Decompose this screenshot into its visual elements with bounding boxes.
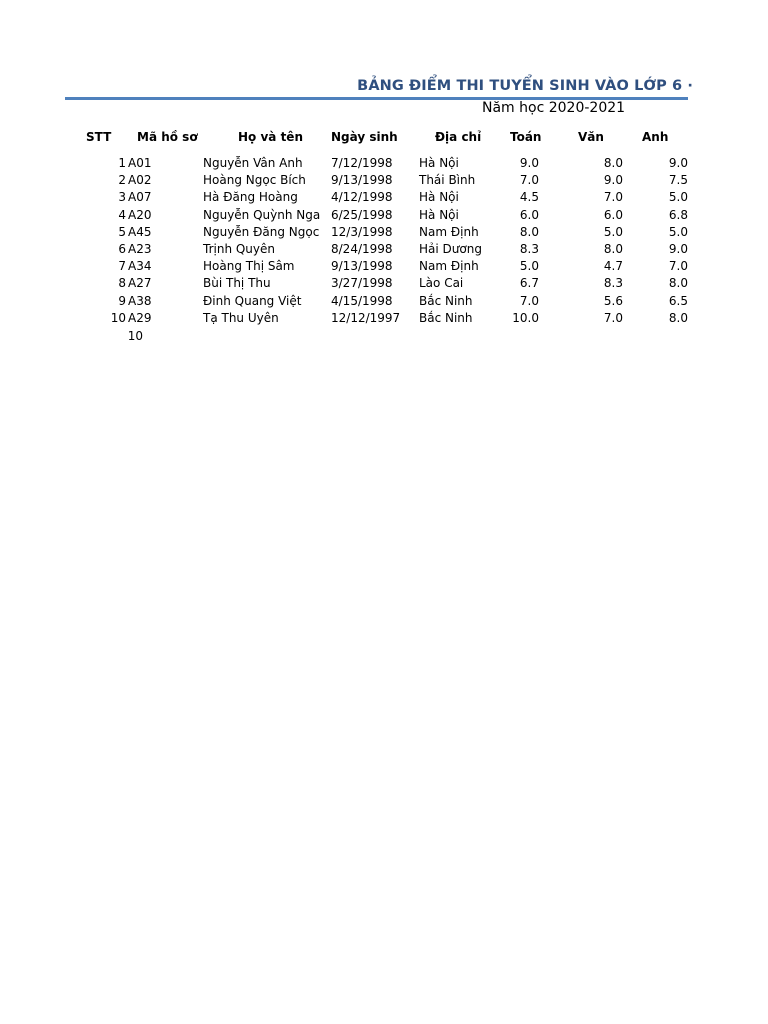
table-row	[0, 293, 768, 310]
cell-van: 5.0	[603, 224, 623, 239]
cell-anh: 8.0	[668, 310, 688, 325]
table-row	[0, 207, 768, 224]
cell-ho-va-ten: Bùi Thị Thu	[203, 276, 271, 291]
header-ngay-sinh: Ngày sinh	[331, 130, 398, 144]
cell-ngay-sinh: 3/27/1998	[331, 276, 393, 291]
cell-dia-chi: Thái Bình	[419, 173, 476, 188]
cell-van: 8.0	[603, 241, 623, 256]
cell-ngay-sinh: 9/13/1998	[331, 259, 393, 274]
cell-ho-va-ten: Nguyễn Quỳnh Nga	[203, 207, 321, 222]
cell-dia-chi: Bắc Ninh	[419, 293, 473, 308]
cell-ngay-sinh: 9/13/1998	[331, 173, 393, 188]
cell-stt: 6	[118, 241, 126, 256]
cell-ma-ho-so: A38	[128, 293, 152, 308]
cell-stt: 2	[118, 173, 126, 188]
cell-stt: 8	[118, 276, 126, 291]
cell-ho-va-ten: Hà Đăng Hoàng	[203, 190, 298, 205]
cell-van: 6.0	[603, 207, 623, 222]
header-dia-chi: Địa chỉ	[435, 130, 482, 144]
cell-anh: 8.0	[668, 276, 688, 291]
cell-toan: 5.0	[519, 259, 539, 274]
cell-van: 4.7	[603, 259, 623, 274]
table-row	[0, 224, 768, 241]
cell-ho-va-ten: Tạ Thu Uyên	[203, 310, 279, 325]
cell-anh: 7.5	[668, 173, 688, 188]
cell-ma-ho-so: A34	[128, 259, 152, 274]
cell-stt: 4	[118, 207, 126, 222]
cell-ngay-sinh: 4/15/1998	[331, 293, 393, 308]
cell-ho-va-ten: Nguyễn Vân Anh	[203, 156, 303, 170]
table-row	[0, 310, 768, 327]
cell-dia-chi: Hà Nội	[419, 156, 459, 170]
cell-dia-chi: Nam Định	[419, 224, 479, 239]
cell-toan: 4.5	[519, 190, 539, 205]
document-title: BẢNG ĐIỂM THI TUYỂN SINH VÀO LỚP 6 ·	[357, 78, 693, 94]
table-row	[0, 258, 768, 275]
cell-van: 5.6	[603, 293, 623, 308]
cell-ngay-sinh: 4/12/1998	[331, 190, 393, 205]
cell-ho-va-ten: Đinh Quang Việt	[203, 293, 302, 308]
header-stt: STT	[86, 130, 112, 144]
cell-stt: 10	[110, 310, 126, 325]
cell-anh: 6.5	[668, 293, 688, 308]
cell-van: 7.0	[603, 310, 623, 325]
cell-toan: 8.3	[519, 241, 539, 256]
cell-van: 9.0	[603, 173, 623, 188]
cell-ma-ho-so: A29	[128, 310, 152, 325]
cell-ma-ho-so: A45	[128, 224, 152, 239]
cell-dia-chi: Lào Cai	[419, 276, 464, 291]
cell-stt: 5	[118, 224, 126, 239]
cell-dia-chi: Hải Dương	[419, 241, 482, 256]
cell-ho-va-ten: Hoàng Ngọc Bích	[203, 173, 306, 188]
cell-ngay-sinh: 6/25/1998	[331, 207, 393, 222]
header-ma-ho-so: Mã hồ sơ	[137, 130, 198, 144]
cell-stt: 7	[118, 259, 126, 274]
table-row	[0, 189, 768, 206]
cell-dia-chi: Bắc Ninh	[419, 310, 473, 325]
header-van: Văn	[578, 130, 604, 144]
cell-stt: 9	[118, 293, 126, 308]
cell-ma-ho-so: A01	[128, 156, 152, 170]
cell-ma-ho-so: A07	[128, 190, 152, 205]
cell-anh: 9.0	[668, 241, 688, 256]
cell-toan: 6.0	[519, 207, 539, 222]
cell-dia-chi: Hà Nội	[419, 190, 459, 205]
cell-dia-chi: Nam Định	[419, 259, 479, 274]
cell-ngay-sinh: 12/3/1998	[331, 224, 393, 239]
score-table-body	[0, 155, 768, 327]
cell-dia-chi: Hà Nội	[419, 207, 459, 222]
school-year-subtitle: Năm học 2020-2021	[482, 100, 626, 116]
cell-anh: 5.0	[668, 224, 688, 239]
row-count: 10	[127, 329, 143, 343]
cell-ngay-sinh: 7/12/1998	[331, 156, 393, 170]
cell-toan: 8.0	[519, 224, 539, 239]
cell-toan: 7.0	[519, 173, 539, 188]
cell-ho-va-ten: Hoàng Thị Sâm	[203, 259, 295, 274]
cell-anh: 9.0	[668, 156, 688, 170]
cell-stt: 1	[118, 156, 126, 170]
cell-ngay-sinh: 8/24/1998	[331, 241, 393, 256]
cell-toan: 10.0	[512, 310, 539, 325]
table-row	[0, 275, 768, 292]
cell-van: 7.0	[603, 190, 623, 205]
table-row	[0, 241, 768, 258]
table-row	[0, 155, 768, 172]
cell-toan: 9.0	[519, 156, 539, 170]
cell-ho-va-ten: Nguyễn Đăng Ngọc	[203, 224, 320, 239]
cell-ma-ho-so: A23	[128, 241, 152, 256]
cell-van: 8.0	[603, 156, 623, 170]
header-anh: Anh	[642, 130, 669, 144]
cell-anh: 7.0	[668, 259, 688, 274]
cell-anh: 6.8	[668, 207, 688, 222]
cell-van: 8.3	[603, 276, 623, 291]
cell-anh: 5.0	[668, 190, 688, 205]
cell-ho-va-ten: Trịnh Quyên	[203, 241, 275, 256]
cell-ngay-sinh: 12/12/1997	[331, 310, 401, 325]
cell-stt: 3	[118, 190, 126, 205]
cell-ma-ho-so: A27	[128, 276, 152, 291]
cell-ma-ho-so: A20	[128, 207, 152, 222]
header-ho-va-ten: Họ và tên	[238, 130, 303, 144]
cell-toan: 7.0	[519, 293, 539, 308]
header-toan: Toán	[510, 130, 542, 144]
cell-toan: 6.7	[519, 276, 539, 291]
table-row	[0, 172, 768, 189]
cell-ma-ho-so: A02	[128, 173, 152, 188]
